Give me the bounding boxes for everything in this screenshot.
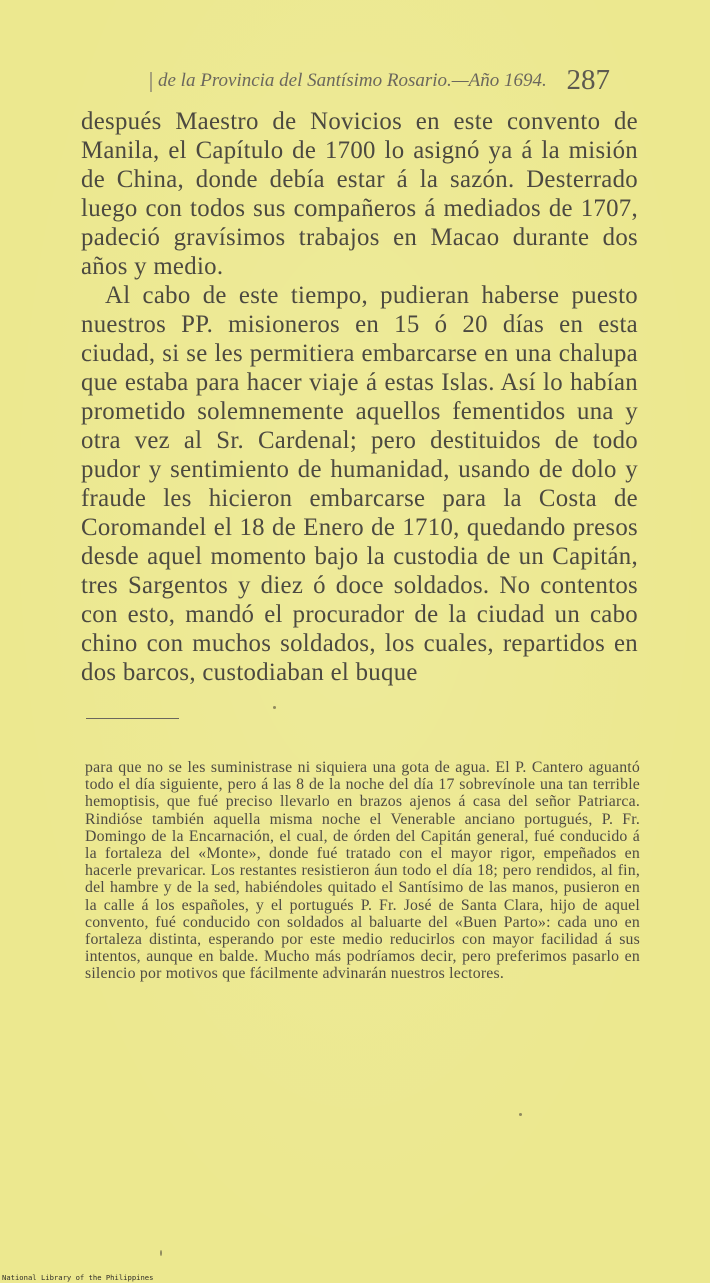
scan-speck: [160, 1250, 162, 1256]
page-number: 287: [566, 64, 610, 96]
library-credit: National Library of the Philippines: [2, 1273, 154, 1282]
running-head: [150, 64, 620, 104]
footnote-text: para que no se les suministrase ni siquiera una gota de agua. El P. Cantero aguantó todo el día siguiente, pero á las 8 de la noche del día 17 sobrevínole una tan terrible hemoptisis, que fué preciso llevarlo en brazos ajenos á casa del señor Patriarca. Rindióse también aquella misma noche el Venerable anciano portugués, P. Fr. Domingo de la Encarnación, el cual, de órden del Capitán general, fué conducido á la fortaleza del «Monte», donde fué tratado con el mayor rigor, empeñados en hacerle prevaricar. Los restantes resistieron áun todo el día 18; pero rendidos, al fin, del hambre y de la sed, habiéndoles quitado el Santísimo de las manos, pusieron en la calle á los españoles, y el portugués P. Fr. José de Santa Clara, hijo de aquel convento, fué conducido con soldados al baluarte del «Buen Parto»: cada uno en fortaleza distinta, esperando por este medio reducirlos con mayor facilidad á sus intentos, aunque en balde. Mucho más podríamos decir, pero preferimos pasarlo en silencio por motivos que fácilmente advinarán nuestros lectores.: [85, 759, 640, 983]
scan-speck: [519, 1113, 522, 1116]
paragraph-1: después Maestro de Novicios en este convento de Manila, el Capítulo de 1700 lo asignó ya á la misión de China, donde debía estar á la sazón. Desterrado luego con todos sus compañeros á mediados de 1707, padeció gravísimos trabajos en Macao durante dos años y medio.: [81, 108, 638, 280]
header-tick-mark: [150, 72, 152, 92]
footnote-rule: [86, 718, 179, 719]
running-title: de la Provincia del Santísimo Rosario.—Año 1694.: [158, 70, 547, 91]
main-text: [81, 107, 638, 687]
scan-speck: [273, 706, 276, 709]
paragraph-2: Al cabo de este tiempo, pudieran haberse puesto nuestros PP. misioneros en 15 ó 20 días en esta ciudad, si se les permitiera embarcarse en una chalupa que estaba para hacer viaje á estas Islas. Así lo habían prometido solemnemente aquellos fementidos una y otra vez al Sr. Cardenal; pero destituidos de todo pudor y sentimiento de humanidad, usando de dolo y fraude les hicieron embarcarse para la Costa de Coromandel el 18 de Enero de 1710, quedando presos desde aquel momento bajo la custodia de un Capitán, tres Sargentos y diez ó doce soldados. No contentos con esto, mandó el procurador de la ciudad un cabo chino con muchos soldados, los cuales, repartidos en dos barcos, custodiaban el buque: [81, 282, 638, 686]
footnote: [85, 759, 640, 983]
